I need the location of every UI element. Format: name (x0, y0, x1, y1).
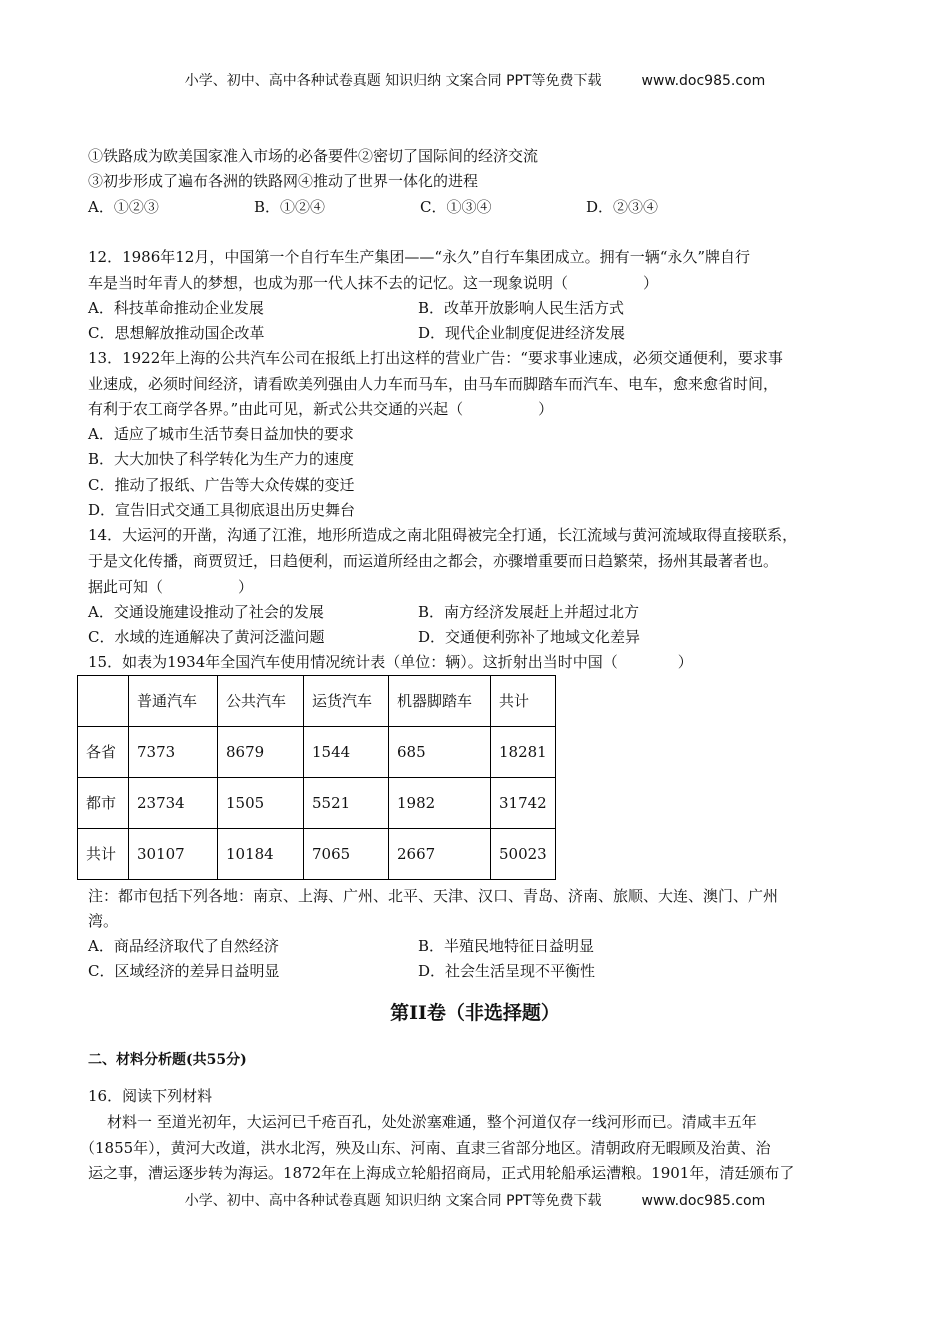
footer-site: www.doc985.com (641, 1193, 766, 1209)
option: B．南方经济发展赶上并超过北方 (418, 603, 640, 621)
header-text: 小学、初中、高中各种试卷真题 知识归纳 文案合同 PPT等免费下载 (184, 73, 602, 89)
header-cell: 普通汽车 (129, 676, 218, 727)
footer-text: 小学、初中、高中各种试卷真题 知识归纳 文案合同 PPT等免费下载 (184, 1193, 602, 1209)
option: A．商品经济取代了自然经济 (88, 937, 279, 955)
option: C．区域经济的差异日益明显 (88, 962, 280, 980)
cell: 1982 (389, 778, 491, 829)
option: D．②③④ (586, 198, 659, 216)
page-footer (0, 1190, 950, 1210)
option: C．①③④ (420, 198, 492, 216)
q14-stem: 据此可知（ ） (88, 578, 254, 596)
option: B．大大加快了科学转化为生产力的速度 (88, 450, 355, 468)
header-cell: 公共汽车 (218, 676, 304, 727)
option: B．半殖民地特征日益明显 (418, 937, 595, 955)
q16-stem: 16．阅读下列材料 (88, 1087, 213, 1105)
header-cell: 共计 (491, 676, 556, 727)
part-title: 第II卷（非选择题） (390, 1002, 560, 1024)
cell: 30107 (129, 829, 218, 880)
q11-statement: ①铁路成为欧美国家准入市场的必备要件②密切了国际间的经济交流 (88, 147, 539, 165)
q11-statement: ③初步形成了遍布各洲的铁路网④推动了世界一体化的进程 (88, 172, 479, 190)
cell: 2667 (389, 829, 491, 880)
q14-stem: 14．大运河的开凿，沟通了江淮，地形所造成之南北阻碍被完全打通，长江流域与黄河流域取得直接联系， (88, 526, 798, 544)
cell: 50023 (491, 829, 556, 880)
option: A．①②③ (88, 198, 159, 216)
option: A．交通设施建设推动了社会的发展 (88, 603, 324, 621)
table-row (78, 829, 556, 880)
q15-stem: 15．如表为1934年全国汽车使用情况统计表（单位：辆）。这折射出当时中国（ ） (88, 653, 693, 671)
section-heading: 二、材料分析题(共55分) (88, 1052, 247, 1068)
cell: 31742 (491, 778, 556, 829)
cell: 10184 (218, 829, 304, 880)
q12-stem: 车是当时年青人的梦想，也成为那一代人抹不去的记忆。这一现象说明（ ） (88, 274, 659, 292)
cell: 23734 (129, 778, 218, 829)
option: C．推动了报纸、广告等大众传媒的变迁 (88, 476, 355, 494)
cell: 685 (389, 727, 491, 778)
q13-stem: 有利于农工商学各界。”由此可见，新式公共交通的兴起（ ） (88, 400, 554, 418)
cell: 5521 (304, 778, 389, 829)
option: A．科技革命推动企业发展 (88, 299, 264, 317)
q15-note: 注：都市包括下列各地：南京、上海、广州、北平、天津、汉口、青岛、济南、旅顺、大连、澳门、广州 (88, 887, 779, 905)
q15-note: 湾。 (88, 912, 119, 930)
cell: 共计 (78, 829, 129, 880)
cell: 各省 (78, 727, 129, 778)
cell: 18281 (491, 727, 556, 778)
q16-material: 运之事，漕运逐步转为海运。1872年在上海成立轮船招商局，正式用轮船承运漕粮。1901年，清廷颁布了 (88, 1164, 795, 1182)
vehicle-stats-table (77, 675, 556, 880)
header-cell: 运货汽车 (304, 676, 389, 727)
q13-stem: 业速成，必须时间经济，请看欧美列强由人力车而马车，由马车而脚踏车而汽车、电车，愈来愈省时间， (88, 375, 779, 393)
option: A．适应了城市生活节奏日益加快的要求 (88, 425, 354, 443)
cell: 7065 (304, 829, 389, 880)
table-header-row (78, 676, 556, 727)
q16-material: 材料一 至道光初年，大运河已千疮百孔，处处淤塞难通，整个河道仅存一线河形而已。清咸丰五年 (92, 1113, 757, 1131)
option: B．改革开放影响人民生活方式 (418, 299, 625, 317)
cell: 8679 (218, 727, 304, 778)
option: D．现代企业制度促进经济发展 (418, 324, 626, 342)
cell: 1544 (304, 727, 389, 778)
header-cell (78, 676, 129, 727)
page-header (0, 70, 950, 90)
option: C．水域的连通解决了黄河泛滥问题 (88, 628, 325, 646)
cell: 都市 (78, 778, 129, 829)
q11-options (88, 197, 752, 217)
option: C．思想解放推动国企改革 (88, 324, 265, 342)
q12-stem: 12．1986年12月，中国第一个自行车生产集团——“永久”自行车集团成立。拥有一辆“永久”牌自行 (88, 248, 751, 266)
table-row (78, 727, 556, 778)
option: B．①②④ (254, 198, 326, 216)
cell: 1505 (218, 778, 304, 829)
table-row (78, 778, 556, 829)
header-cell: 机器脚踏车 (389, 676, 491, 727)
header-site: www.doc985.com (641, 73, 766, 89)
option: D．社会生活呈现不平衡性 (418, 962, 596, 980)
option: D．交通便利弥补了地域文化差异 (418, 628, 641, 646)
cell: 7373 (129, 727, 218, 778)
q16-material: （1855年），黄河大改道，洪水北泻，殃及山东、河南、直隶三省部分地区。清朝政府无暇顾及治黄、治 (80, 1139, 771, 1157)
q14-stem: 于是文化传播，商贾贸迁，日趋便利，而运道所经由之都会，亦骤增重要而日趋繁荣，扬州其最著者也。 (88, 552, 779, 570)
q13-stem: 13．1922年上海的公共汽车公司在报纸上打出这样的营业广告：“要求事业速成，必须交通便利，要求事 (88, 349, 783, 367)
option: D．宣告旧式交通工具彻底退出历史舞台 (88, 501, 356, 519)
